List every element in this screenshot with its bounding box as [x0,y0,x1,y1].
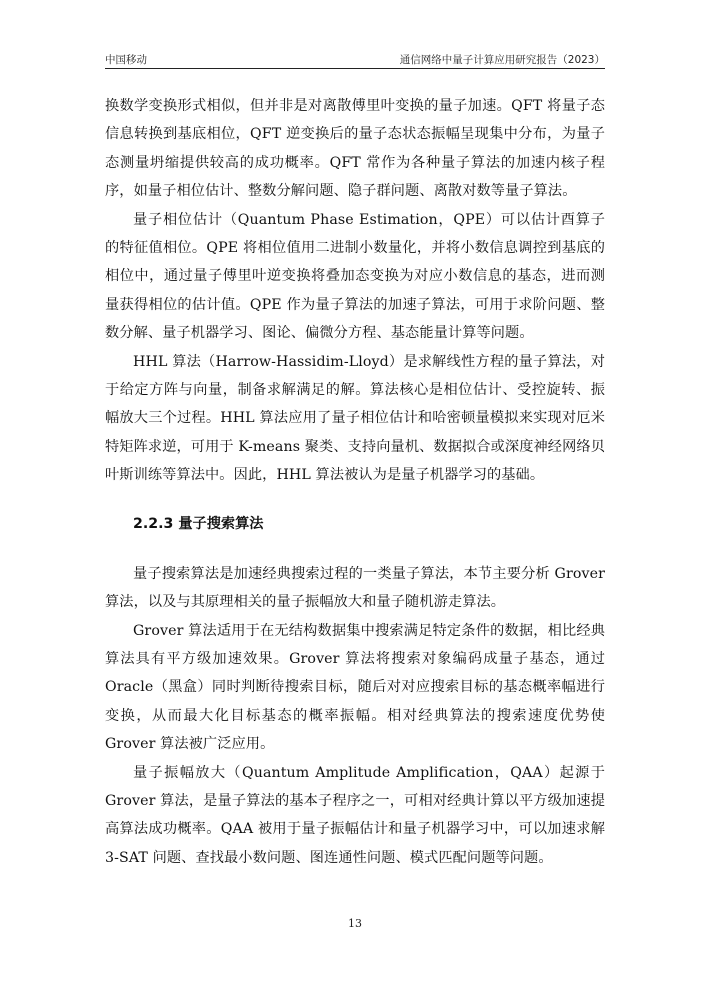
paragraph-qaa: 量子振幅放大（Quantum Amplitude Amplification，QAA）起源于 Grover 算法，是量子算法的基本子程序之一，可相对经典计算以平方级加速提高算法成功概率。QAA 被用于量子振幅估计和量子机器学习中，可以加速求解 3-SAT 问题、查找最小数问题、图连通性问题、模式匹配问题等问题。 [105,764,605,866]
paragraph-qft: 换数学变换形式相似，但并非是对离散傅里叶变换的量子加速。QFT 将量子态信息转换到基底相位，QFT 逆变换后的量子态状态振幅呈现集中分布，为量子态测量坍缩提供较高的成功概率。QFT 常作为各种量子算法的加速内核子程序，如量子相位估计、整数分解问题、隐子群问题、离散对数等量子算法。 [105,98,605,200]
header-right: 通信网络中量子计算应用研究报告（2023） [399,54,605,66]
header-left: 中国移动 [105,54,147,66]
paragraph-grover: Grover 算法适用于在无结构数据集中搜索满足特定条件的数据，相比经典算法具有平方级加速效果。Grover 算法将搜索对象编码成量子基态，通过 Oracle（黑盒）同时判断待搜索目标，随后对对应搜索目标的基态概率幅进行变换，从而最大化目标基态的概率振幅。相对经典算法的搜索速度优势使 Grover 算法被广泛应用。 [105,622,605,753]
paragraph-search-intro: 量子搜索算法是加速经典搜索过程的一类量子算法，本节主要分析 Grover 算法，以及与其原理相关的量子振幅放大和量子随机游走算法。 [105,565,605,611]
page-content [105,92,605,872]
page-number: 13 [348,917,362,930]
paragraph-qpe: 量子相位估计（Quantum Phase Estimation，QPE）可以估计酉算子的特征值相位。QPE 将相位值用二进制小数量化，并将小数信息调控到基底的相位中，通过量子傅里叶逆变换将叠加态变换为对应小数信息的基态，进而测量获得相位的估计值。QPE 作为量子算法的加速子算法，可用于求阶问题、整数分解、量子机器学习、图论、偏微分方程、基态能量计算等问题。 [105,211,605,342]
page-header [105,48,605,69]
section-heading: 2.2.3 量子搜索算法 [133,515,264,532]
paragraph-hhl: HHL 算法（Harrow-Hassidim-Lloyd）是求解线性方程的量子算法，对于给定方阵与向量，制备求解满足的解。算法核心是相位估计、受控旋转、振幅放大三个过程。HHL 算法应用了量子相位估计和哈密顿量模拟来实现对厄米特矩阵求逆，可用于 K-means 聚类、支持向量机、数据拟合或深度神经网络贝叶斯训练等算法中。因此，HHL 算法被认为是量子机器学习的基础。 [105,353,605,484]
